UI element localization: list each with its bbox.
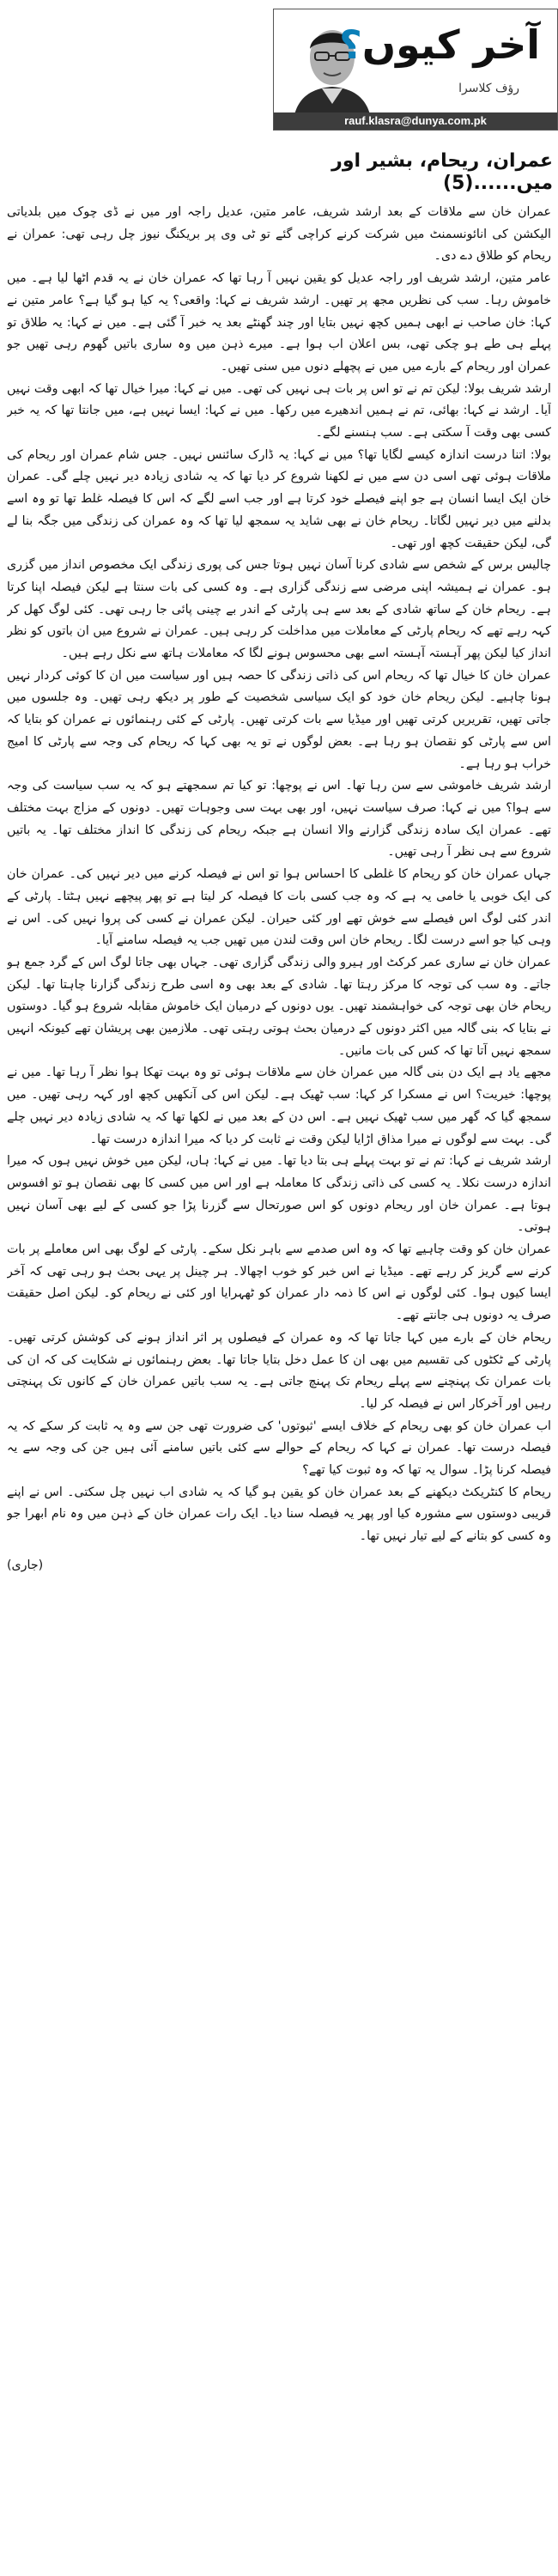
column-title (339, 21, 540, 68)
article-paragraph: عمران خان کو وقت چاہیے تھا کہ وہ اس صدمے سے باہر نکل سکے۔ پارٹی کے لوگ بھی اس معاملے پر بات کرنے سے گریز کر رہے تھے۔ میڈیا نے اس خبر کو خوب اچھالا۔ ہر چینل پر یہی بحث ہو رہی تھی کہ آخر ایسا کیوں ہوا۔ کئی لوگوں نے اس کا ذمہ دار عمران کو ٹھہرایا اور کئی نے ریحام کو۔ لیکن اصل حقیقت صرف یہ دونوں ہی جانتے تھے۔ (7, 1242, 551, 1323)
article-paragraph: عمران خان کا خیال تھا کہ ریحام اس کی ذاتی زندگی کا حصہ ہیں اور سیاست میں ان کا کوئی کردار نہیں ہونا چاہیے۔ لیکن ریحام خان خود کو ایک سیاسی شخصیت کے طور پر دیکھ رہی تھیں۔ وہ جلسوں میں جاتی تھیں، تقریریں کرتی تھیں اور میڈیا سے بات کرتی تھیں۔ پارٹی کے کئی رہنمائوں نے عمران کو بتایا کہ اس سے پارٹی کو نقصان ہو رہا ہے۔ بعض لوگوں نے تو یہ بھی کہا کہ ریحام کی وجہ سے پارٹی کا امیج خراب ہو رہا ہے۔ (7, 668, 551, 771)
article-headline: عمران، ریحام، بشیر اور میں......(5) (331, 150, 553, 195)
article-paragraph: عمران خان سے ملاقات کے بعد ارشد شریف، عامر متین، عدیل راجہ اور میں نے ڈی چوک میں بلدیاتی الیکشن کی انائونسمنٹ میں شرکت کرنے کراچی گئے تو ٹی وی پر بریکنگ نیوز چل رہی تھی: عمران نے ریحام کو طلاق دے دی۔ (7, 205, 551, 264)
column-logo-box (273, 9, 558, 131)
article-paragraph: مجھے یاد ہے ایک دن بنی گالہ میں عمران خان سے ملاقات ہوئی تو وہ بہت تھکا ہوا نظر آ رہا تھا۔ میں نے پوچھا: خیریت؟ اس نے مسکرا کر کہا: سب ٹھیک ہے۔ لیکن اس کی آنکھیں کچھ اور کہہ رہی تھیں۔ میں سمجھ گیا کہ گھر میں سب ٹھیک نہیں ہے۔ اس دن کے بعد میں نے لکھا تھا کہ یہ شادی زیادہ دیر نہیں چلے گی۔ بہت سے لوگوں نے میرا مذاق اڑایا لیکن وقت نے ثابت کر دیا کہ میرا اندازہ درست تھا۔ (7, 1066, 551, 1146)
article-paragraph: ارشد شریف نے کہا: تم نے تو بہت پہلے ہی بتا دیا تھا۔ میں نے کہا: ہاں، لیکن میں خوش نہیں ہوں کہ میرا اندازہ درست نکلا۔ یہ کسی کی ذاتی زندگی کا معاملہ ہے اور اس میں کسی کا بھی نقصان ہو تو افسوس ہوتا ہے۔ عمران خان اور ریحام دونوں کو اس صورتحال سے گزرنا پڑا جو کسی کے لیے بھی آسان نہیں ہوتی۔ (7, 1154, 551, 1235)
article-paragraph: جہاں عمران خان کو ریحام کا غلطی کا احساس ہوا تو اس نے فیصلہ کرنے میں دیر نہیں کی۔ عمران خان کی ایک خوبی یا خامی یہ ہے کہ وہ جب کسی بات کا فیصلہ کر لیتا ہے تو پھر پیچھے نہیں ہٹتا۔ پارٹی کے اندر کئی لوگ اس فیصلے سے خوش تھے اور کئی حیران۔ لیکن عمران نے کسی کی پروا نہیں کی۔ اس نے وہی کیا جو اسے درست لگا۔ ریحام خان اس وقت لندن میں تھیں جب یہ فیصلہ سامنے آیا۔ (7, 867, 551, 948)
article-paragraph: عامر متین، ارشد شریف اور راجہ عدیل کو یقین نہیں آ رہا تھا کہ عمران خان نے یہ قدم اٹھا لیا ہے۔ میں خاموش رہا۔ سب کی نظریں مجھ پر تھیں۔ ارشد شریف نے کہا: واقعی؟ یہ کیا ہو گیا ہے؟ عامر متین نے کہا: خان صاحب نے ابھی ہمیں کچھ نہیں بتایا اور چند گھنٹے بعد یہ خبر آ گئی ہے۔ میں نے کہا: یہ طلاق تو پہلے ہی طے ہو چکی تھی، بس اعلان اب ہوا ہے۔ میرے ذہن میں وہ ساری باتیں گھوم رہی تھیں جو عمران اور ریحام کے بارے میں میں نے پچھلے دنوں میں سنی تھیں۔ (7, 271, 551, 374)
article-paragraph: چالیس برس کے شخص سے شادی کرنا آسان نہیں ہوتا جس کی پوری زندگی ایک مخصوص انداز میں گزری ہو۔ عمران نے ہمیشہ اپنی مرضی سے زندگی گزاری ہے۔ وہ کسی کی بات سنتا ہے لیکن فیصلہ اپنا کرتا ہے۔ ریحام خان کے ساتھ شادی کے بعد سے ہی پارٹی کے اندر بے چینی پائی جا رہی تھی۔ کئی لوگ کھل کر کہہ رہے تھے کہ ریحام پارٹی کے معاملات میں مداخلت کر رہی ہیں۔ عمران نے شروع میں ان باتوں کو نظر انداز کیا لیکن پھر آہستہ آہستہ اسے بھی محسوس ہونے لگا کہ معاملات ہاتھ سے نکل رہے ہیں۔ (7, 558, 551, 661)
columnist-email: rauf.klasra@dunya.com.pk (274, 112, 557, 130)
article-paragraph: ریحام خان کے بارے میں کہا جاتا تھا کہ وہ عمران کے فیصلوں پر اثر انداز ہونے کی کوشش کرتی تھیں۔ پارٹی کے ٹکٹوں کی تقسیم میں بھی ان کا عمل دخل بتایا جاتا تھا۔ بعض رہنمائوں نے شکایت کی کہ ان کی بات عمران تک پہنچنے سے پہلے ریحام تک پہنچ جاتی ہے۔ یہ سب باتیں عمران خان کے کانوں تک پہنچتی رہیں اور آخرکار اس نے فیصلہ کر لیا۔ (7, 1330, 551, 1411)
article-paragraph: ارشد شریف بولا: لیکن تم نے تو اس پر بات ہی نہیں کی تھی۔ میں نے کہا: میرا خیال تھا کہ ابھی وقت نہیں آیا۔ ارشد نے کہا: بھائی، تم نے ہمیں اندھیرے میں رکھا۔ میں نے کہا: ایسا نہیں ہے، میں جانتا تھا کہ یہ خبر کسی بھی وقت آ سکتی ہے۔ سب ہنسنے لگے۔ (7, 381, 551, 440)
columnist-name: رؤف کلاسرا (458, 82, 519, 95)
masthead (0, 0, 558, 197)
column-title-text: آخر کیوں (361, 21, 540, 68)
article-body (7, 202, 551, 2559)
article-paragraph: بولا: اتنا درست اندازہ کیسے لگایا تھا؟ میں نے کہا: یہ ڈارک سائنس نہیں۔ جس شام عمران اور ریحام کی ملاقات ہوئی تھی اسی دن سے میں نے لکھنا شروع کر دیا تھا کہ یہ شادی زیادہ دیر نہیں چلے گی۔ عمران خان ایک ایسا انسان ہے جو اپنے فیصلے خود کرتا ہے اور جب اسے لگے کہ اس کا فیصلہ غلط تھا تو وہ اسے بدلنے میں دیر نہیں لگاتا۔ ریحام خان نے بھی شاید یہ سمجھ لیا تھا کہ وہ عمران کی زندگی میں جگہ بنا لے گی، لیکن حقیقت کچھ اور تھی۔ (7, 447, 551, 550)
continuation-mark: (جاری) (7, 1558, 44, 1572)
question-mark-icon: ؟ (339, 21, 362, 68)
article-paragraph: ارشد شریف خاموشی سے سن رہا تھا۔ اس نے پوچھا: تو کیا تم سمجھتے ہو کہ یہ سب سیاست کی وجہ سے ہوا؟ میں نے کہا: صرف سیاست نہیں، اور بھی بہت سی وجوہات تھیں۔ دونوں کے مزاج بہت مختلف تھے۔ عمران ایک سادہ زندگی گزارنے والا انسان ہے جبکہ ریحام کی زندگی کا انداز مختلف تھا۔ یہ باتیں شروع سے ہی نظر آ رہی تھیں۔ (7, 779, 551, 860)
article-paragraph: اب عمران خان کو بھی ریحام کے خلاف ایسے 'ثبوتوں' کی ضرورت تھی جن سے وہ یہ ثابت کر سکے کہ یہ فیصلہ درست تھا۔ عمران نے کہا کہ ریحام کے حوالے سے کئی باتیں سامنے آئی ہیں جن کی وجہ سے یہ فیصلہ کرنا پڑا۔ سوال یہ تھا کہ وہ ثبوت کیا تھے؟ (7, 1419, 551, 1478)
article-paragraph: ریحام کا کنٹریکٹ دیکھنے کے بعد عمران خان کو یقین ہو گیا کہ یہ شادی اب نہیں چل سکتی۔ اس نے اپنے قریبی دوستوں سے مشورہ کیا اور پھر یہ فیصلہ سنا دیا۔ ایک رات عمران خان کے ذہن میں وہ نام ابھرا جو وہ کسی کو بتانے کے لیے تیار نہیں تھا۔ (7, 1485, 551, 1544)
article-paragraph: عمران خان نے ساری عمر کرکٹ اور ہیرو والی زندگی گزاری تھی۔ جہاں بھی جاتا لوگ اس کے گرد جمع ہو جاتے۔ وہ سب کی توجہ کا مرکز رہتا تھا۔ شادی کے بعد بھی وہ اسی طرح زندگی گزارنا چاہتا تھا۔ لیکن ریحام خان بھی توجہ کی خواہشمند تھیں۔ یوں دونوں کے درمیان ایک خاموش مقابلہ شروع ہو گیا۔ دوستوں نے بتایا کہ بنی گالہ میں اکثر دونوں کے درمیان بحث ہوتی رہتی تھی۔ ملازمین بھی پریشان تھے کیونکہ انہیں سمجھ نہیں آتا تھا کہ کس کی بات مانیں۔ (7, 955, 551, 1058)
